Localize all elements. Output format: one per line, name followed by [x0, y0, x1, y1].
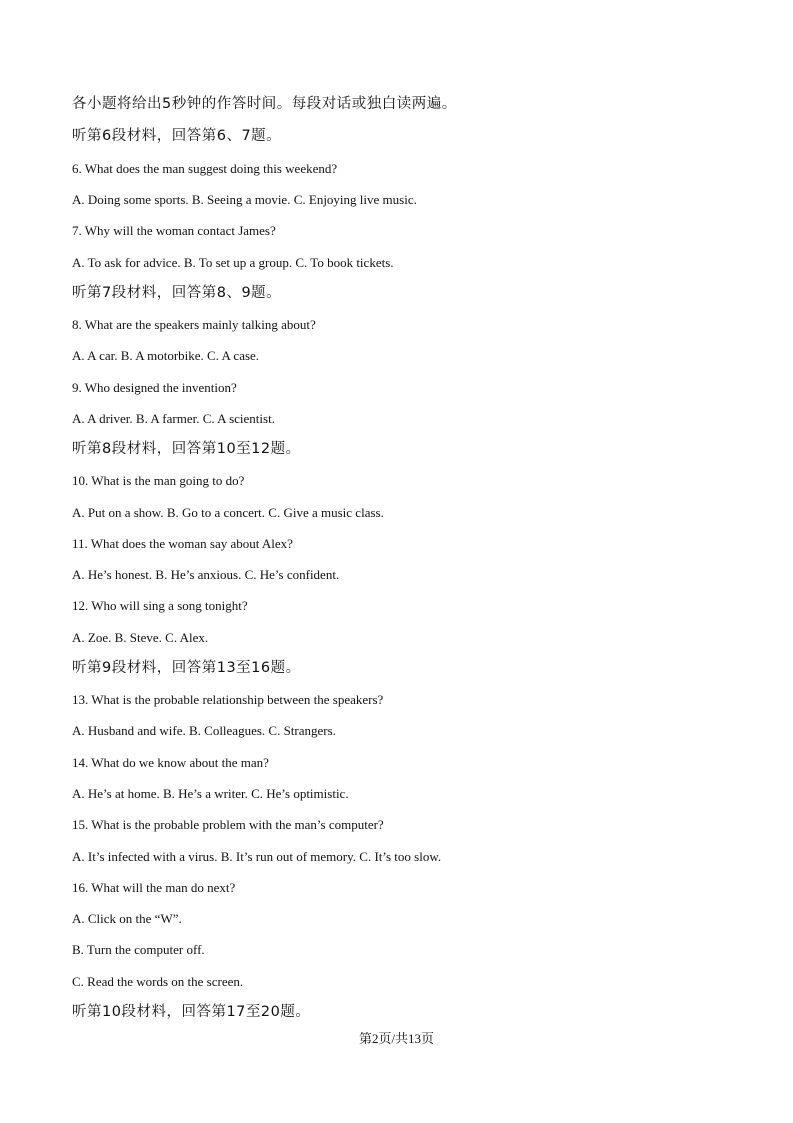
options-13: A. Husband and wife. B. Colleagues. C. Strangers.	[72, 723, 336, 738]
options-12: A. Zoe. B. Steve. C. Alex.	[72, 630, 209, 645]
section-heading-10: 听第10段材料，回答第17至20题。	[72, 1004, 311, 1020]
question-8: 8. What are the speakers mainly talking about?	[72, 317, 316, 332]
options-6: A. Doing some sports. B. Seeing a movie. C. Enjoying live music.	[72, 192, 417, 207]
options-7: A. To ask for advice. B. To set up a group. C. To book tickets.	[72, 255, 394, 270]
section-heading-7: 听第7段材料，回答第8、9题。	[72, 285, 282, 301]
question-14: 14. What do we know about the man?	[72, 755, 269, 770]
question-9: 9. Who designed the invention?	[72, 380, 237, 395]
options-10: A. Put on a show. B. Go to a concert. C. Give a music class.	[72, 505, 384, 520]
option-16-c: C. Read the words on the screen.	[72, 974, 244, 989]
options-9: A. A driver. B. A farmer. C. A scientist.	[72, 411, 275, 426]
page-number: 第2页/共13页	[358, 1031, 435, 1046]
instruction-text: 各小题将给出5秒钟的作答时间。每段对话或独白读两遍。	[72, 96, 457, 112]
options-11: A. He’s honest. B. He’s anxious. C. He’s confident.	[72, 567, 340, 582]
question-15: 15. What is the probable problem with the man’s computer?	[72, 817, 384, 832]
question-12: 12. Who will sing a song tonight?	[72, 598, 248, 613]
question-11: 11. What does the woman say about Alex?	[72, 536, 293, 551]
option-16-a: A. Click on the “W”.	[72, 911, 182, 926]
options-8: A. A car. B. A motorbike. C. A case.	[72, 348, 260, 363]
option-16-b: B. Turn the computer off.	[72, 942, 205, 957]
section-heading-9: 听第9段材料，回答第13至16题。	[72, 660, 301, 676]
options-15: A. It’s infected with a virus. B. It’s run out of memory. C. It’s too slow.	[72, 849, 442, 864]
options-14: A. He’s at home. B. He’s a writer. C. He’s optimistic.	[72, 786, 349, 801]
section-heading-6: 听第6段材料，回答第6、7题。	[72, 128, 282, 144]
question-7: 7. Why will the woman contact James?	[72, 223, 276, 238]
question-16: 16. What will the man do next?	[72, 880, 236, 895]
question-10: 10. What is the man going to do?	[72, 473, 245, 488]
question-13: 13. What is the probable relationship between the speakers?	[72, 692, 384, 707]
question-6: 6. What does the man suggest doing this weekend?	[72, 161, 338, 176]
section-heading-8: 听第8段材料，回答第10至12题。	[72, 441, 301, 457]
